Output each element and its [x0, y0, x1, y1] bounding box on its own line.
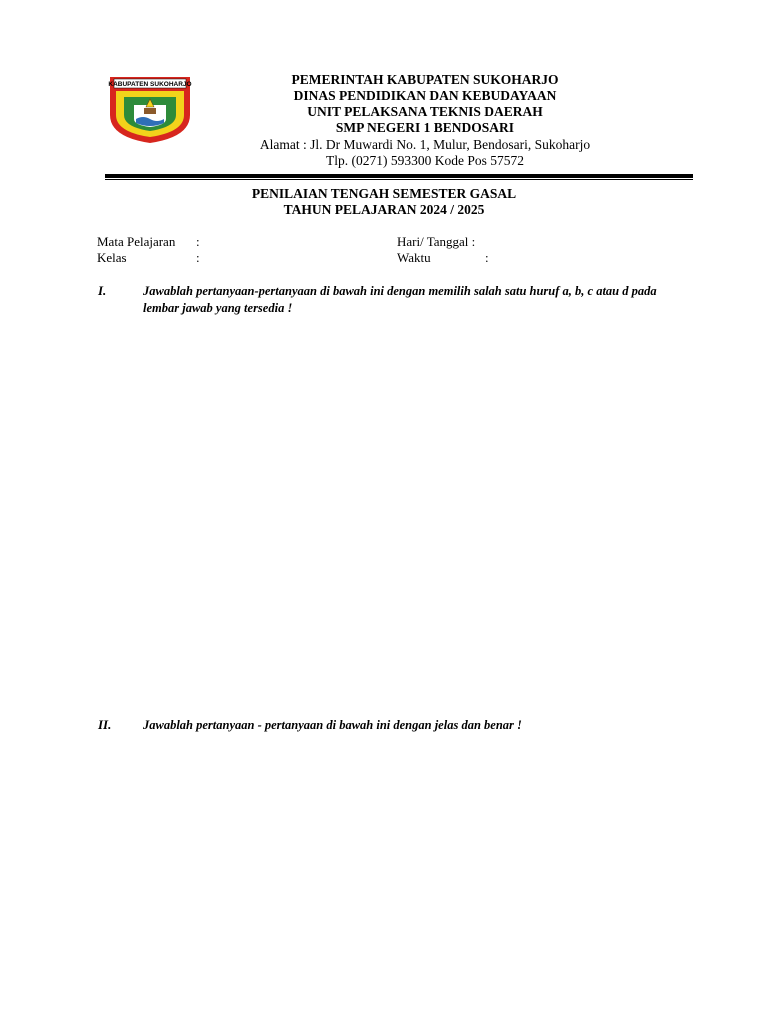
letterhead-divider-thick	[105, 174, 693, 178]
kabupaten-sukoharjo-emblem	[108, 75, 192, 145]
section-2-number: II.	[98, 717, 112, 732]
class-colon: :	[196, 250, 200, 265]
class-label: Kelas	[97, 250, 127, 265]
time-colon: :	[485, 250, 489, 265]
header-unit: UNIT PELAKSANA TEKNIS DAERAH	[307, 104, 543, 119]
letterhead-divider-thin	[105, 179, 693, 180]
exam-year: TAHUN PELAJARAN 2024 / 2025	[283, 202, 485, 217]
header-school: SMP NEGERI 1 BENDOSARI	[335, 120, 515, 135]
section-1-instruction: Jawablah pertanyaan-pertanyaan di bawah ini dengan memilih salah satu huruf a, b, c atau d pada lembar jawab yang tersedia !	[143, 284, 657, 315]
time-label: Waktu	[397, 250, 431, 265]
letterhead	[230, 72, 620, 169]
subject-colon: :	[196, 234, 200, 249]
section-2-instruction: Jawablah pertanyaan - pertanyaan di bawah ini dengan jelas dan benar !	[143, 718, 522, 732]
header-department: DINAS PENDIDIKAN DAN KEBUDAYAAN	[293, 88, 557, 103]
header-phone: Tlp. (0271) 593300 Kode Pos 57572	[326, 153, 524, 168]
date-label: Hari/ Tanggal :	[397, 234, 476, 249]
section-1-number: I.	[98, 283, 107, 298]
subject-label: Mata Pelajaran	[97, 234, 176, 249]
header-address: Alamat : Jl. Dr Muwardi No. 1, Mulur, Bendosari, Sukoharjo	[259, 137, 591, 152]
header-government: PEMERINTAH KABUPATEN SUKOHARJO	[291, 72, 559, 87]
exam-title: PENILAIAN TENGAH SEMESTER GASAL	[251, 186, 517, 201]
emblem-banner-text: KABUPATEN SUKOHARJO	[108, 81, 192, 88]
